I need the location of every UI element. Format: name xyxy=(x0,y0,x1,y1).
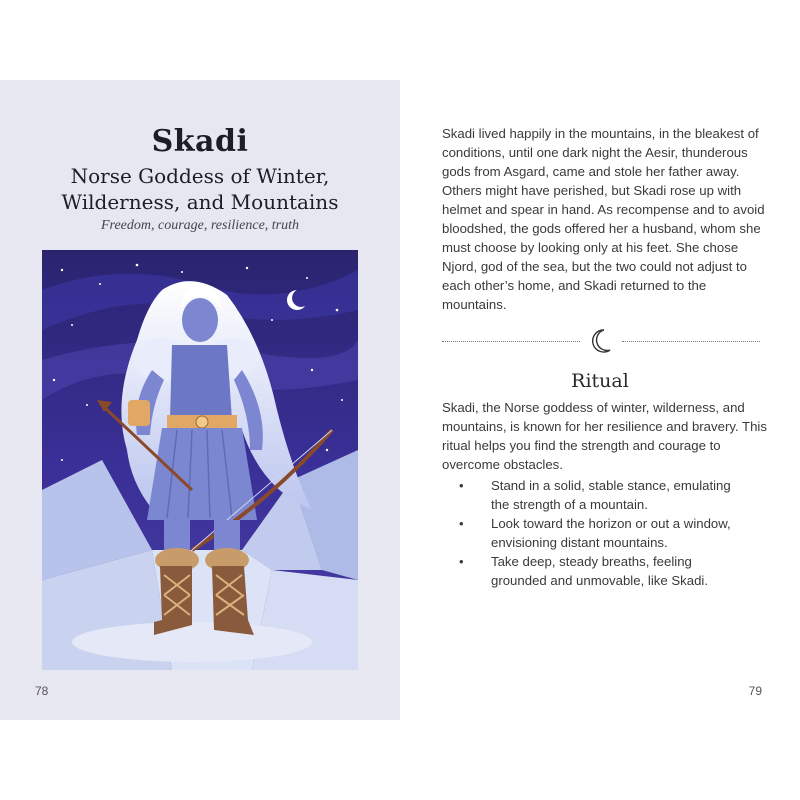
step-text: Take deep, steady breaths, feeling grounded and unmovable, like Skadi. xyxy=(491,554,709,588)
page-number-left: 78 xyxy=(35,684,49,698)
tagline: Freedom, courage, resilience, truth xyxy=(100,218,300,233)
divider-line-right xyxy=(622,341,760,342)
page-title: Skadi xyxy=(151,124,249,159)
bullet: • xyxy=(459,554,464,569)
left-page xyxy=(0,80,400,720)
crescent-moon-icon xyxy=(590,328,614,354)
ritual-heading: Ritual xyxy=(571,370,629,392)
page-number-right: 79 xyxy=(748,684,762,698)
list-item xyxy=(442,552,762,590)
ritual-steps xyxy=(442,476,762,590)
step-text: Look toward the horizon or out a window, envisioning distant mountains. xyxy=(491,516,731,550)
divider-line-left xyxy=(442,341,580,342)
list-item xyxy=(442,476,762,514)
step-text: Stand in a solid, stable stance, emulating the strength of a mountain. xyxy=(491,478,731,512)
story-paragraph: Skadi lived happily in the mountains, in the bleakest of conditions, until one dark night the Aesir, thunderous gods from Asgard, came and stole her father away. Others might have perished, but Skadi rose up with helmet and spear in hand. As recompense and to avoid bloodshed, the gods offered her a husband, whom she must choose by looking only at his feet. She chose Njord, god of the sea, but the two could not adjust to each other’s home, and Skadi returned to the mountains. xyxy=(442,126,765,312)
skadi-illustration xyxy=(42,250,358,670)
section-divider xyxy=(442,328,760,354)
page-subtitle: Norse Goddess of Winter, Wilderness, and Mountains xyxy=(61,164,339,214)
list-item xyxy=(442,514,762,552)
bullet: • xyxy=(459,516,464,531)
ritual-intro: Skadi, the Norse goddess of winter, wilderness, and mountains, is known for her resilience and bravery. This ritual helps you find the strength and courage to overcome obstacles. xyxy=(442,400,767,472)
right-page xyxy=(400,80,800,720)
bullet: • xyxy=(459,478,464,493)
